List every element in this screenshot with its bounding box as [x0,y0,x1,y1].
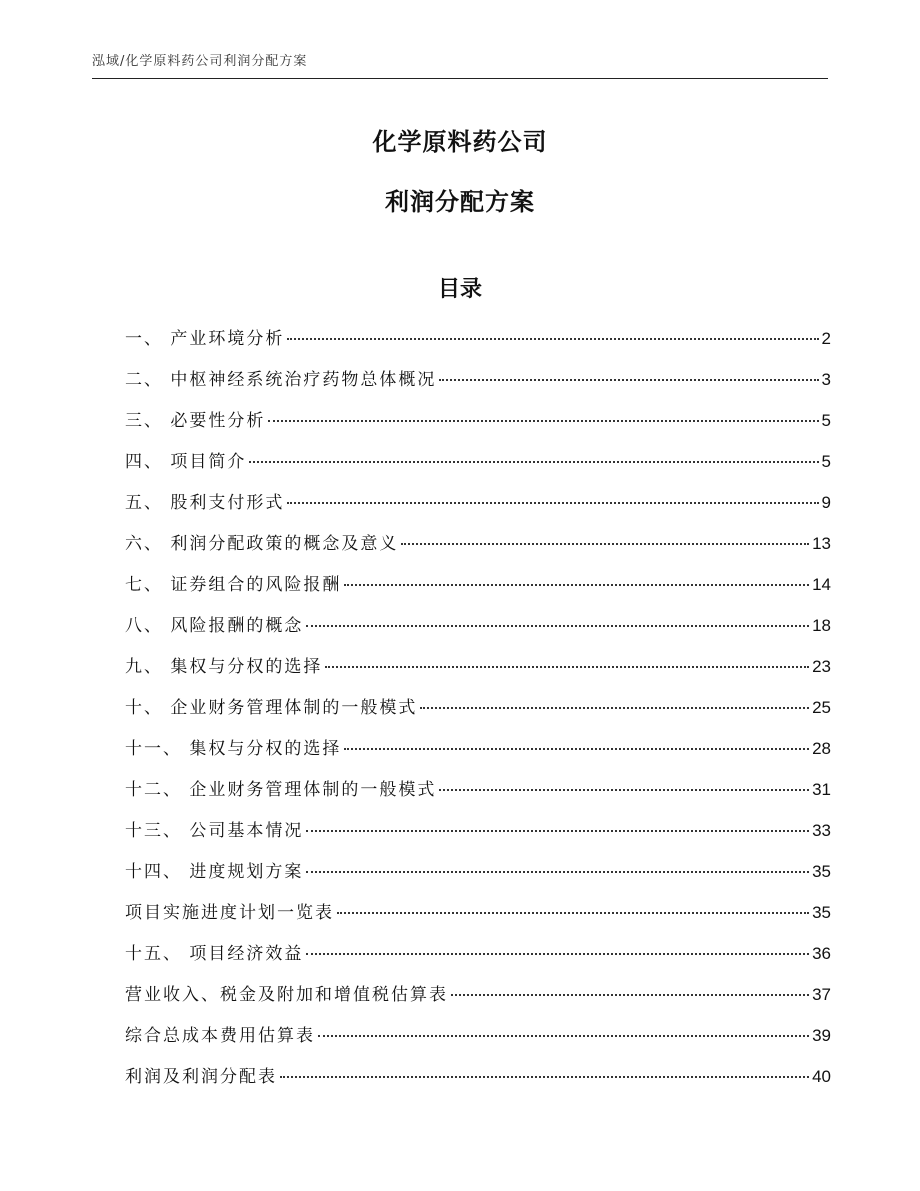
toc-entry[interactable] [125,857,831,898]
toc-entry-text: 十、 企业财务管理体制的一般模式 [125,698,418,718]
toc-entry-page: 13 [812,534,831,553]
toc-entry-text: 三、 必要性分析 [125,411,266,431]
toc-leader-dots [306,830,809,832]
toc-entry-page: 39 [812,1026,831,1045]
toc-entry[interactable] [125,980,831,1021]
toc-entry-page: 35 [812,862,831,881]
toc-entry-page: 28 [812,739,831,758]
toc-entry-text: 十三、 公司基本情况 [125,821,304,841]
toc-entry[interactable] [125,529,831,570]
toc-leader-dots [401,543,809,545]
toc-entry[interactable] [125,1021,831,1062]
toc-entry[interactable] [125,693,831,734]
toc-leader-dots [344,748,809,750]
toc-leader-dots [325,666,809,668]
toc-leader-dots [337,912,809,914]
toc-entry[interactable] [125,488,831,529]
toc-entry-text: 一、 产业环境分析 [125,329,285,349]
toc-leader-dots [344,584,809,586]
toc-entry[interactable] [125,652,831,693]
toc-entry-text: 营业收入、税金及附加和增值税估算表 [125,985,448,1005]
toc-heading: 目录 [437,277,482,302]
toc-entry-text: 利润及利润分配表 [125,1067,277,1087]
toc-entry[interactable] [125,734,831,775]
document-title-line1: 化学原料药公司 [372,128,548,156]
toc-entry-text: 综合总成本费用估算表 [125,1026,315,1046]
toc-entry-page: 2 [821,329,831,348]
toc-entry-text: 二、 中枢神经系统治疗药物总体概况 [125,370,437,390]
page-header: 泓域/化学原料药公司利润分配方案 [92,52,828,79]
table-of-contents [125,324,831,1103]
toc-leader-dots [280,1076,809,1078]
toc-leader-dots [306,871,809,873]
toc-entry-text: 项目实施进度计划一览表 [125,903,334,923]
toc-entry-page: 5 [821,411,831,430]
toc-entry-page: 36 [812,944,831,963]
toc-leader-dots [420,707,809,709]
toc-entry-page: 3 [821,370,831,389]
toc-leader-dots [249,461,818,463]
toc-leader-dots [268,420,818,422]
toc-entry-text: 六、 利润分配政策的概念及意义 [125,534,399,554]
toc-entry-text: 四、 项目简介 [125,452,247,472]
toc-entry-text: 十二、 企业财务管理体制的一般模式 [125,780,437,800]
toc-entry-page: 40 [812,1067,831,1086]
toc-entry[interactable] [125,570,831,611]
toc-entry-text: 五、 股利支付形式 [125,493,285,513]
toc-entry-page: 37 [812,985,831,1004]
document-title-line2: 利润分配方案 [385,188,535,216]
toc-entry-text: 七、 证券组合的风险报酬 [125,575,342,595]
toc-entry[interactable] [125,447,831,488]
toc-leader-dots [287,338,818,340]
toc-entry[interactable] [125,611,831,652]
toc-entry-page: 18 [812,616,831,635]
toc-entry-page: 9 [821,493,831,512]
toc-entry[interactable] [125,406,831,447]
toc-leader-dots [306,625,809,627]
toc-entry[interactable] [125,365,831,406]
toc-entry[interactable] [125,939,831,980]
toc-entry-text: 九、 集权与分权的选择 [125,657,323,677]
toc-entry[interactable] [125,775,831,816]
toc-entry-page: 33 [812,821,831,840]
toc-entry-text: 八、 风险报酬的概念 [125,616,304,636]
toc-entry-text: 十一、 集权与分权的选择 [125,739,342,759]
toc-entry-page: 31 [812,780,831,799]
toc-leader-dots [451,994,809,996]
toc-entry[interactable] [125,1062,831,1103]
toc-entry[interactable] [125,816,831,857]
toc-entry-page: 25 [812,698,831,717]
toc-leader-dots [287,502,818,504]
toc-leader-dots [439,789,809,791]
toc-entry-page: 14 [812,575,831,594]
toc-entry-page: 5 [821,452,831,471]
toc-entry-page: 23 [812,657,831,676]
toc-leader-dots [306,953,809,955]
toc-entry-text: 十五、 项目经济效益 [125,944,304,964]
toc-entry[interactable] [125,898,831,939]
toc-entry-text: 十四、 进度规划方案 [125,862,304,882]
toc-leader-dots [318,1035,809,1037]
toc-entry[interactable] [125,324,831,365]
toc-entry-page: 35 [812,903,831,922]
toc-leader-dots [439,379,818,381]
